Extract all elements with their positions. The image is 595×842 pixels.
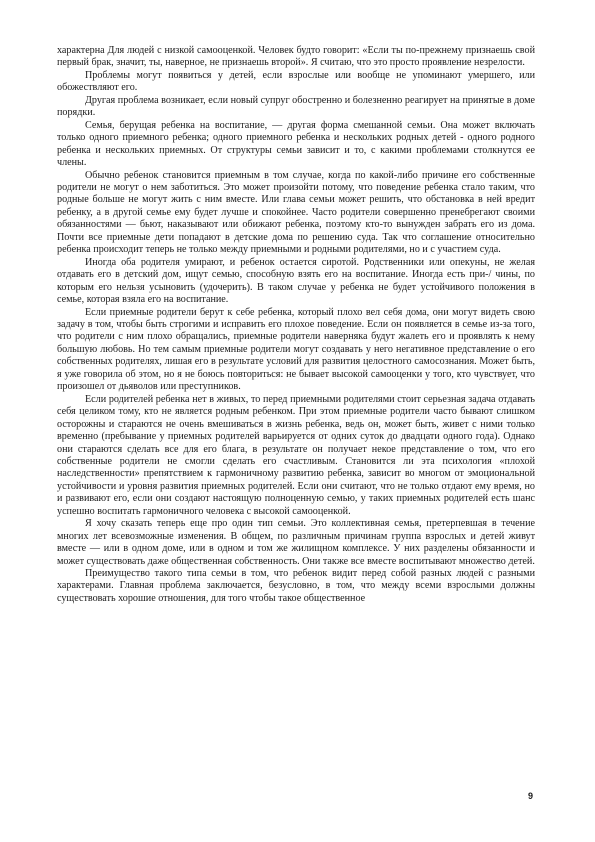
paragraph-3: Другая проблема возникает, если новый супруг обостренно и болезненно реагирует на принятые в доме порядки. (57, 94, 535, 119)
body-text (57, 45, 535, 605)
paragraph-8: Если родителей ребенка нет в живых, то перед приемными родителями стоит серьезная задача отдавать себя целиком тому, кто не является родным ребенком. При этом приемные родители часто бывают слишком осторожны и стараются не очень вмешиваться в жизнь ребенка, ведь он, может быть, живет с ними только временно (пребывание у приемных родителей варьируется от одних суток до двадцати одного года). Однако они стараются сделать все для его блага, в результате он получает некое представление о том, что его собственные родители не смогли сделать его счастливым. Становится ли эта психология «плохой наследственности» препятствием к гармоничному развитию ребенка, зависит во многом от эмоциональной устойчивости и уровня развития приемных родителей. Если они считают, что не только отдают ему время, но и развивают его, если они создают настоящую полноценную семью, у таких приемных родителей есть шанс успешно воспитать гармоничного человека с высокой самооценкой. (57, 393, 535, 517)
page-number: 9 (528, 791, 534, 801)
paragraph-5: Обычно ребенок становится приемным в том случае, когда по какой-либо причине его собственные родители не могут о нем заботиться. Это может произойти потому, что поведение ребенка стало таким, что родные больше не могут жить с ним вместе. Или глава семьи может решить, что обстановка в ней вредит ребенку, а в другой семье ему будет лучше и спокойнее. Часто родители совершенно пренебрегают своими обязанностями — бьют, наказывают или обижают ребенка, поэтому кто-то вынужден забрать его из дома. Почти все приемные дети попадают в детские дома по решению суда. Так что соглашение относительно ребенка происходит теперь не только между приемными и родными родителями, но и с участием суда. (57, 169, 535, 256)
paragraph-6: Иногда оба родителя умирают, и ребенок остается сиротой. Родственники или опекуны, не желая отдавать его в детский дом, ищут семью, способную взять его на воспитание. Иногда есть при-/ чины, по которым его нельзя усыновить (удочерить). В таком случае у ребенка не будет устойчивого положения в семье, которая взяла его на воспитание. (57, 256, 535, 306)
paragraph-2: Проблемы могут появиться у детей, если взрослые или вообще не упоминают умершего, или обожествляют его. (57, 69, 535, 94)
paragraph-10: Преимущество такого типа семьи в том, что ребенок видит перед собой разных людей с разными характерами. Главная проблема заключается, безусловно, в том, что между всеми взрослыми должны существовать хорошие отношения, для того чтобы такое общественное (57, 568, 535, 604)
paragraph-9: Я хочу сказать теперь еще про один тип семьи. Это коллективная семья, претерпевшая в течение многих лет всевозможные изменения. В общем, по различным причинам группа взрослых и детей живут вместе — или в одном доме, или в одном и том же жилищном комплексе. У них разделены обязанности и может существовать даже общественная собственность. Они также все вместе воспитывают множество детей. (57, 518, 535, 567)
paragraph-4: Семья, берущая ребенка на воспитание, — другая форма смешанной семьи. Она может включать только одного приемного ребенка; одного приемного ребенка и нескольких родных детей - одного родного ребенка и нескольких приемных. От структуры семьи зависит и то, с какими проблемами столкнутся ее члены. (57, 119, 535, 169)
paragraph-7: Если приемные родители берут к себе ребенка, который плохо вел себя дома, они могут видеть свою задачу в том, чтобы быть строгими и исправить его плохое поведение. Если он появляется в семье из-за того, что родители с ним плохо обращались, приемные родители наверняка будут жалеть его и проявлять к нему большую любовь. Но тем самым приемные родители могут создавать у него негативное представление о его собственных родителях, лишая его в результате условий для развития целостного самосознания. Может быть, я уже говорила об этом, но я не боюсь повториться: не бывает высокой самооценки у того, кто чувствует, что произошел от дьяволов или преступников. (57, 306, 535, 393)
paragraph-1: характерна Для людей с низкой самооценкой. Человек будто говорит: «Если ты по-прежнему признаешь свой первый брак, значит, ты, наверное, не признаешь второй». Я считаю, что это просто проявление незрелости. (57, 45, 535, 69)
